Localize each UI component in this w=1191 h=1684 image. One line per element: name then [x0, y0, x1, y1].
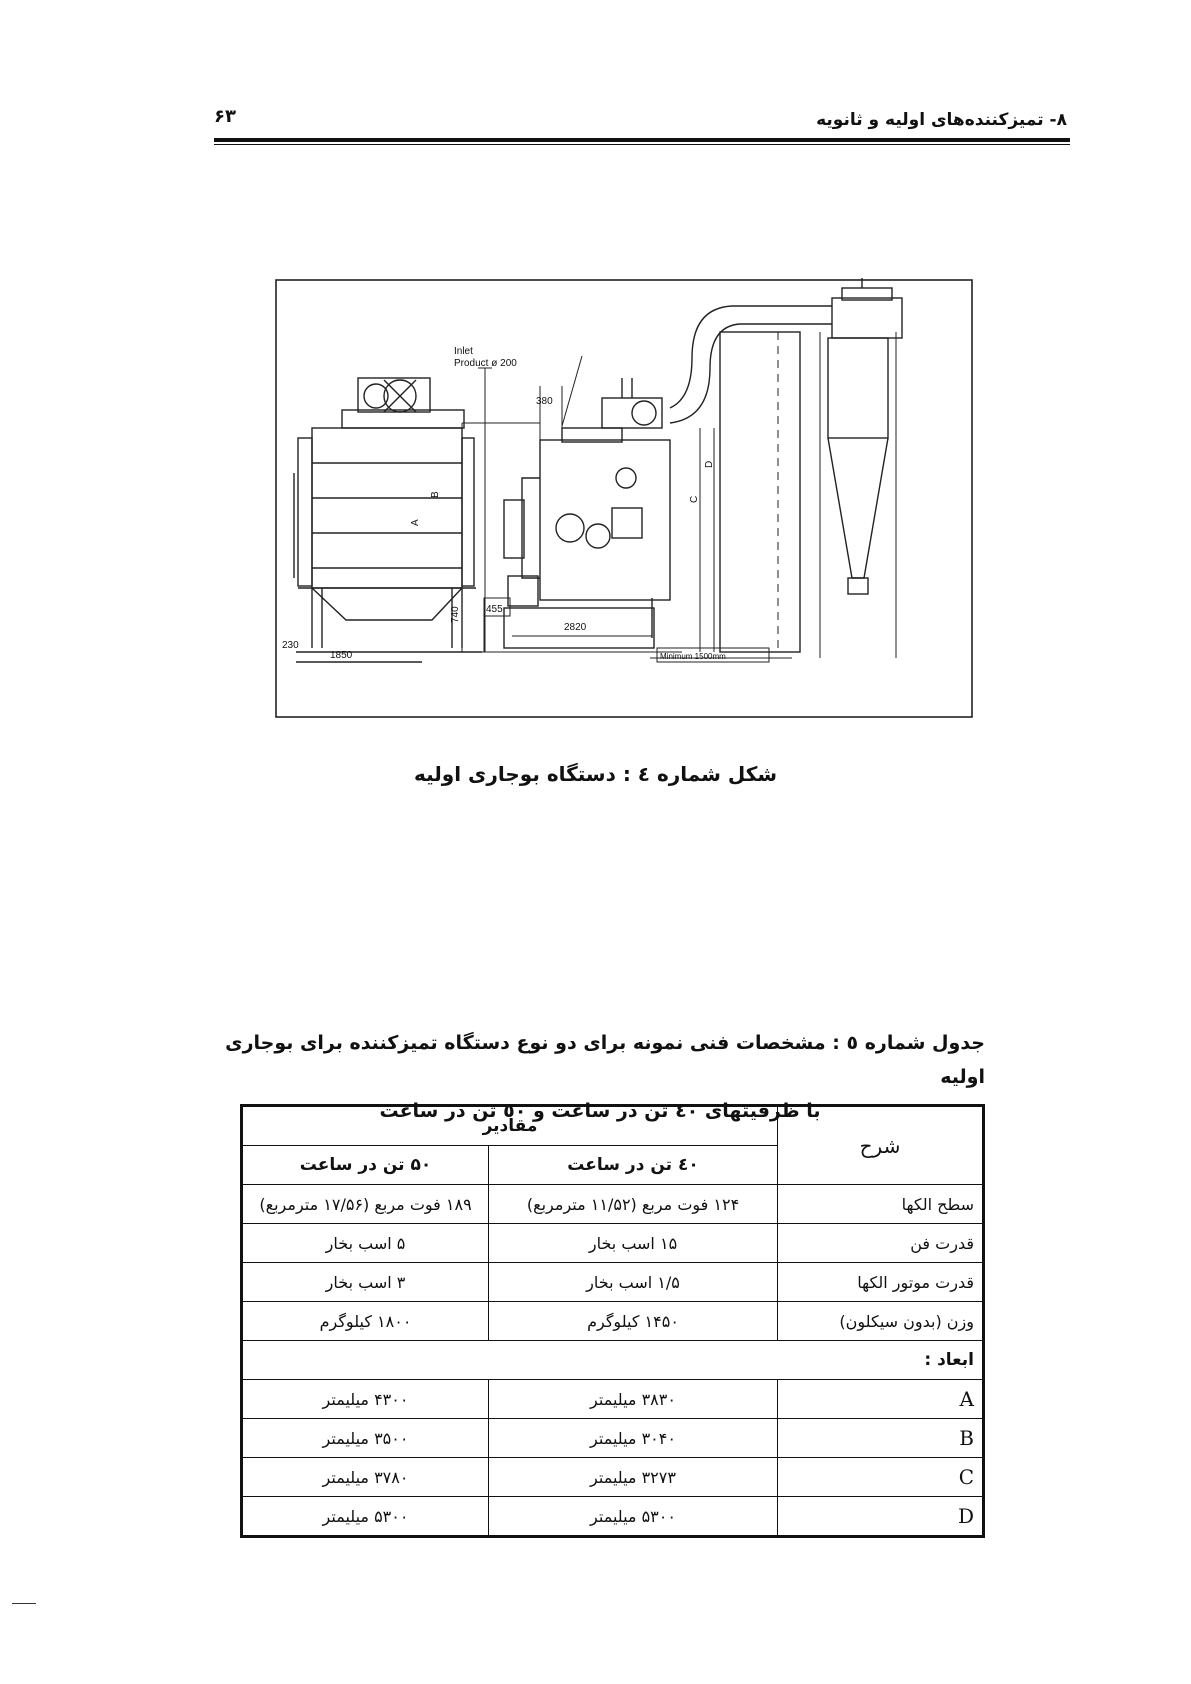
table-row — [242, 1380, 984, 1419]
label-dim-2820: 2820 — [564, 622, 587, 633]
margin-mark — [12, 1603, 36, 1604]
dim-desc: B — [778, 1419, 984, 1458]
row-desc: سطح الکها — [778, 1185, 984, 1224]
table-row — [242, 1263, 984, 1302]
table-row — [242, 1497, 984, 1537]
row-desc: قدرت موتور الکها — [778, 1263, 984, 1302]
table-row — [242, 1458, 984, 1497]
chapter-title: ۸- تمیزکننده‌های اولیه و ثانویه — [816, 110, 1067, 130]
row-desc: قدرت فن — [778, 1224, 984, 1263]
header-description: شرح — [778, 1106, 984, 1185]
table-row — [242, 1302, 984, 1341]
dim-desc: D — [778, 1497, 984, 1537]
table-caption-line2: با ظرفیتهای ٤٠ تن در ساعت و ٥٠ تن در ساعت — [379, 1100, 821, 1122]
table-row — [242, 1419, 984, 1458]
label-dim-c: C — [689, 495, 700, 503]
label-dim-a: A — [410, 519, 421, 526]
label-dim-380: 380 — [536, 396, 553, 407]
header-values: مقادیر — [242, 1106, 778, 1146]
table-caption-line1: جدول شماره ٥ : مشخصات فنی نمونه برای دو نوع دستگاه تمیزکننده برای بوجاری اولیه — [225, 1032, 985, 1088]
table-section-row — [242, 1341, 984, 1380]
dim-value-40: ۳۸۳۰ میلیمتر — [489, 1380, 778, 1419]
label-dim-740: 740 — [450, 606, 461, 623]
label-dim-455: 455 — [486, 604, 503, 615]
label-dim-minimum: Minimum 1500mm — [660, 652, 726, 661]
dim-value-50: ۳۷۸۰ میلیمتر — [242, 1458, 489, 1497]
machine-drawing — [272, 278, 976, 721]
dimensions-section-label: ابعاد : — [242, 1341, 984, 1380]
dim-value-40: ۳۰۴۰ میلیمتر — [489, 1419, 778, 1458]
dim-value-50: ۵۳۰۰ میلیمتر — [242, 1497, 489, 1537]
row-value-50: ۱۸۰۰ کیلوگرم — [242, 1302, 489, 1341]
figure-caption: شکل شماره ٤ : دستگاه بوجاری اولیه — [413, 762, 777, 786]
label-inlet-1: Inlet — [454, 346, 473, 357]
dim-desc: C — [778, 1458, 984, 1497]
label-dim-230: 230 — [282, 640, 299, 651]
row-value-50: ۳ اسب بخار — [242, 1263, 489, 1302]
spec-table — [240, 1104, 985, 1538]
dim-value-40: ۵۳۰۰ میلیمتر — [489, 1497, 778, 1537]
row-value-40: ۱۲۴ فوت مربع (۱۱/۵۲ مترمربع) — [489, 1185, 778, 1224]
dim-value-40: ۳۲۷۳ میلیمتر — [489, 1458, 778, 1497]
label-dim-b: B — [430, 491, 441, 498]
header-rule-thick — [214, 138, 1070, 142]
cyclone-assembly — [650, 278, 902, 662]
dim-value-50: ۳۵۰۰ میلیمتر — [242, 1419, 489, 1458]
row-value-50: ۱۸۹ فوت مربع (۱۷/۵۶ مترمربع) — [242, 1185, 489, 1224]
header-40-ton: ٤٠ تن در ساعت — [489, 1146, 778, 1185]
table-header-row — [242, 1106, 984, 1146]
table-row — [242, 1224, 984, 1263]
page-number: ۶۳ — [214, 106, 236, 127]
row-value-40: ۱/۵ اسب بخار — [489, 1263, 778, 1302]
header-50-ton: ۵۰ تن در ساعت — [242, 1146, 489, 1185]
label-inlet-2: Product ø 200 — [454, 358, 517, 369]
row-value-40: ۱۵ اسب بخار — [489, 1224, 778, 1263]
row-value-50: ۵ اسب بخار — [242, 1224, 489, 1263]
label-dim-d: D — [704, 460, 715, 468]
label-dim-1850: 1850 — [330, 650, 353, 661]
header-rule-thin — [214, 144, 1070, 145]
table-row — [242, 1185, 984, 1224]
dim-desc: A — [778, 1380, 984, 1419]
row-desc: وزن (بدون سیکلون) — [778, 1302, 984, 1341]
dim-value-50: ۴۳۰۰ میلیمتر — [242, 1380, 489, 1419]
row-value-40: ۱۴۵۰ کیلوگرم — [489, 1302, 778, 1341]
